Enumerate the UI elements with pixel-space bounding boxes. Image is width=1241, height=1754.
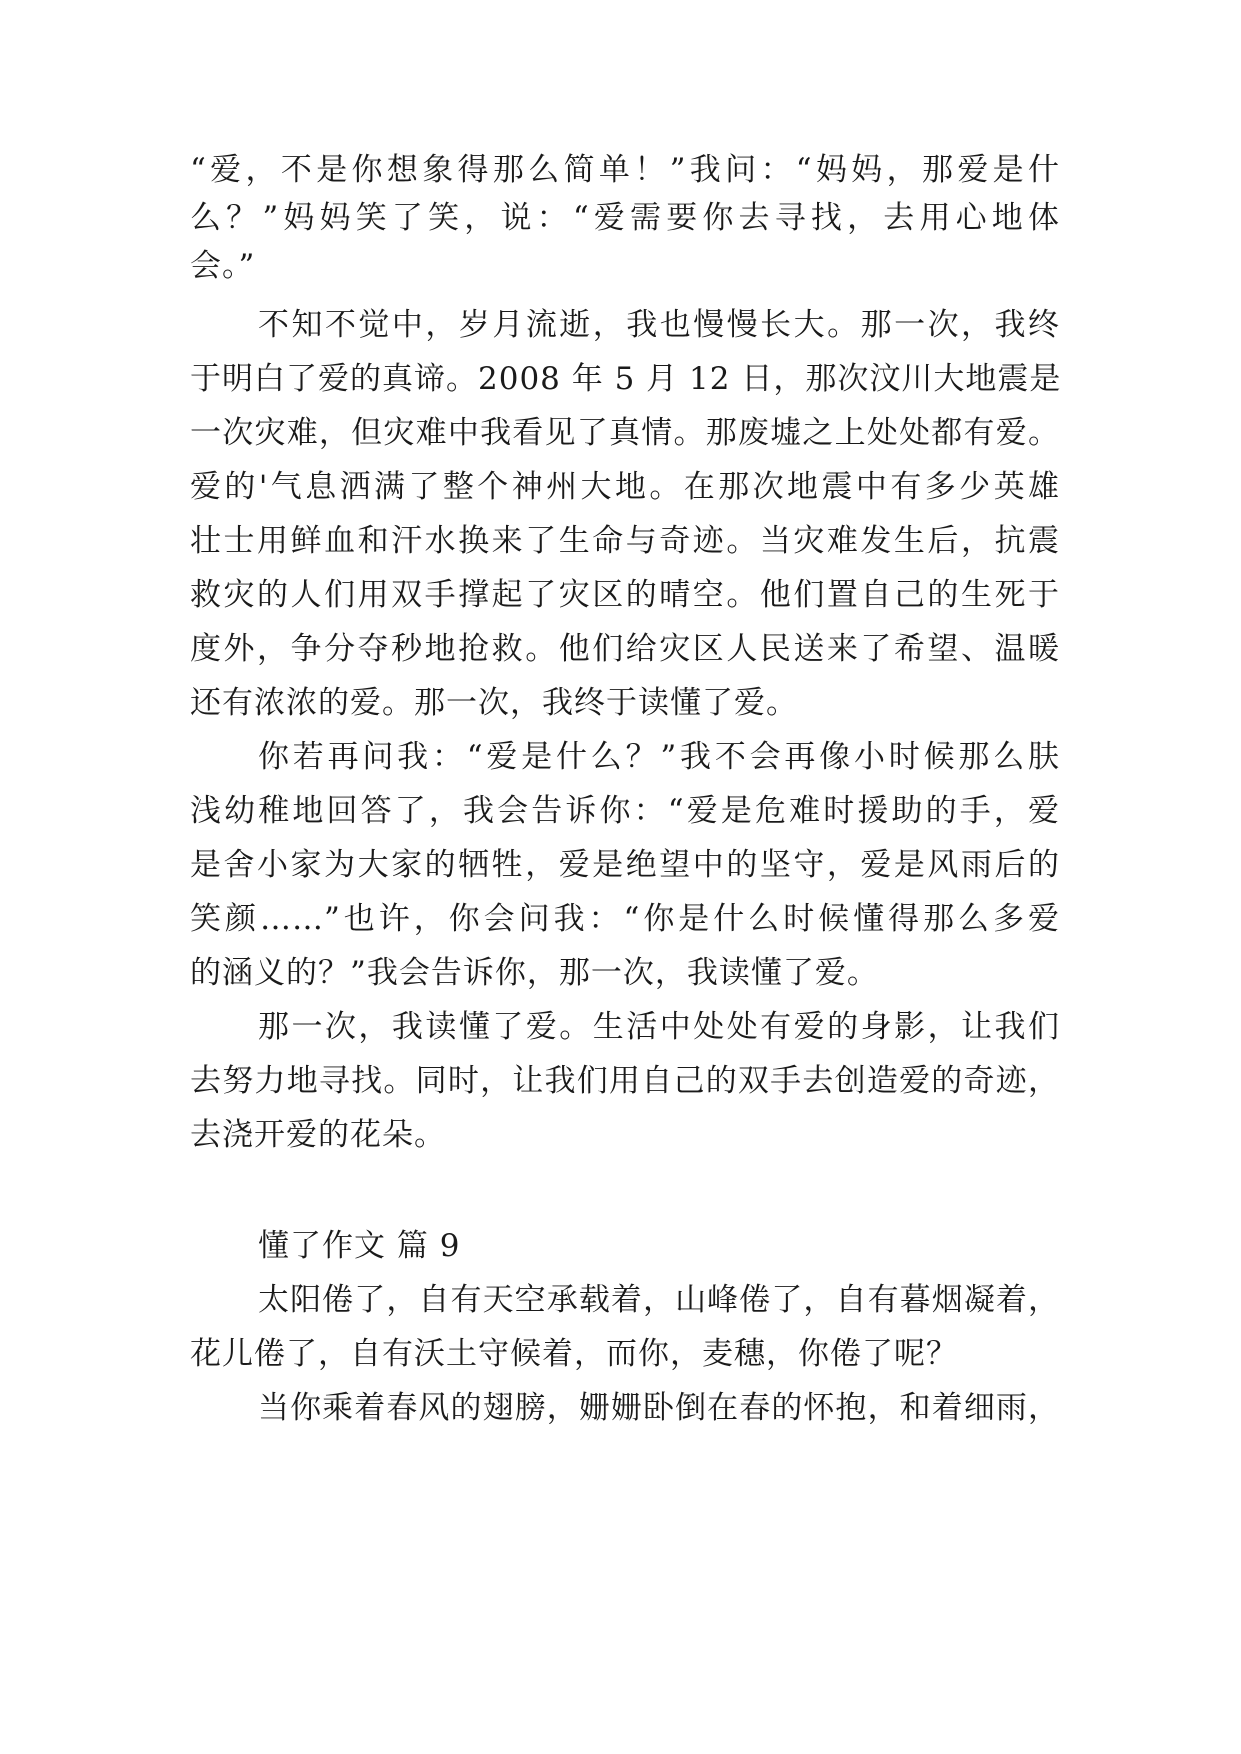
text-line: 么？”妈妈笑了笑，说：“爱需要你去寻找，去用心地体 — [190, 200, 1060, 236]
text-line: “爱，不是你想象得那么简单！”我问：“妈妈，那爱是什 — [190, 152, 1060, 188]
text-line: 当你乘着春风的翅膀，姗姗卧倒在春的怀抱，和着细雨， — [258, 1390, 1060, 1426]
text-line: 太阳倦了，自有天空承载着，山峰倦了，自有暮烟凝着， — [258, 1282, 1060, 1318]
text-line: 会。” — [190, 248, 256, 284]
text-line: 爱的'气息洒满了整个神州大地。在那次地震中有多少英雄 — [190, 469, 1060, 505]
text-line: 不知不觉中，岁月流逝，我也慢慢长大。那一次，我终 — [258, 307, 1060, 343]
text-line: 是舍小家为大家的牺牲，爱是绝望中的坚守，爱是风雨后的 — [190, 847, 1060, 883]
text-line: 笑颜……”也许，你会问我：“你是什么时候懂得那么多爱 — [190, 901, 1060, 937]
text-line: 救灾的人们用双手撑起了灾区的晴空。他们置自己的生死于 — [190, 577, 1060, 613]
text-line: 去努力地寻找。同时，让我们用自己的双手去创造爱的奇迹， — [190, 1063, 1060, 1099]
text-line: 去浇开爱的花朵。 — [190, 1117, 446, 1153]
text-line: 一次灾难，但灾难中我看见了真情。那废墟之上处处都有爱。 — [190, 415, 1060, 451]
text-line: 度外，争分夺秒地抢救。他们给灾区人民送来了希望、温暖 — [190, 631, 1060, 667]
text-line: 壮士用鲜血和汗水换来了生命与奇迹。当灾难发生后，抗震 — [190, 523, 1060, 559]
text-line: 还有浓浓的爱。那一次，我终于读懂了爱。 — [190, 685, 798, 721]
text-line: 浅幼稚地回答了，我会告诉你：“爱是危难时援助的手，爱 — [190, 793, 1060, 829]
section-heading: 懂了作文 篇 9 — [258, 1228, 461, 1264]
text-line: 那一次，我读懂了爱。生活中处处有爱的身影，让我们 — [258, 1009, 1060, 1045]
text-line: 于明白了爱的真谛。2008 年 5 月 12 日，那次汶川大地震是 — [190, 361, 1062, 397]
text-line: 的涵义的？”我会告诉你，那一次，我读懂了爱。 — [190, 955, 879, 991]
text-line: 花儿倦了，自有沃土守候着，而你，麦穗，你倦了呢？ — [190, 1336, 958, 1372]
text-line: 你若再问我：“爱是什么？”我不会再像小时候那么肤 — [258, 739, 1060, 775]
